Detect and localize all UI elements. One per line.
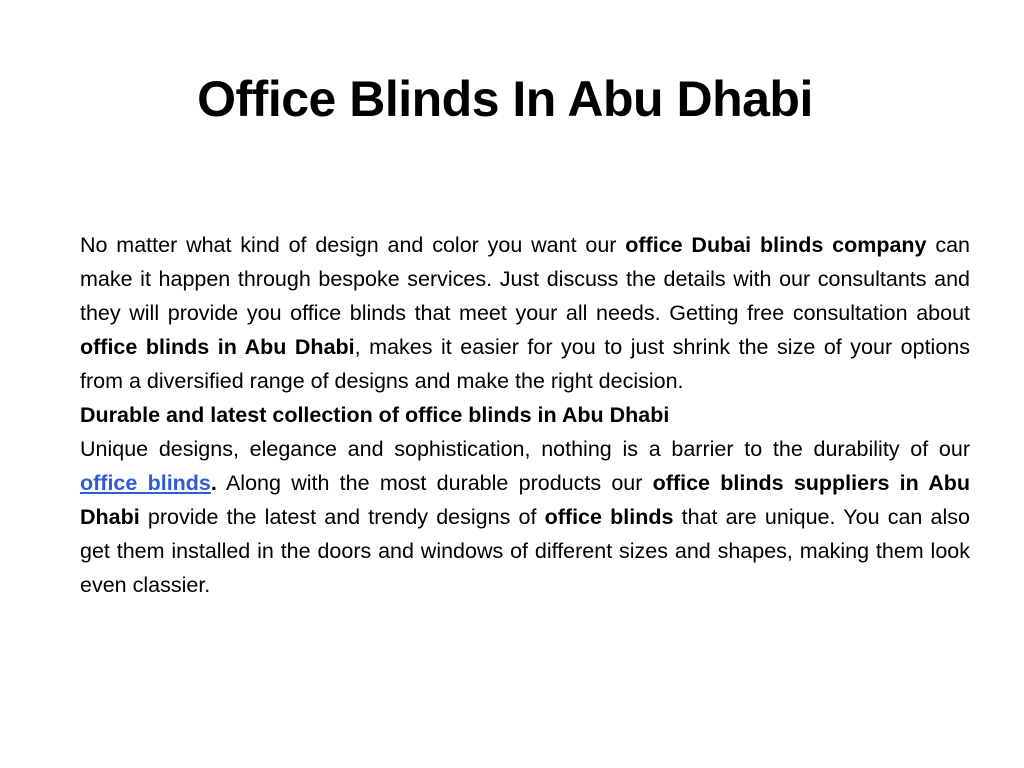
- section-subheading: Durable and latest collection of office blinds in Abu Dhabi: [80, 403, 670, 427]
- intro-text-b: can make it happen through bespoke services. Just discuss the details with our consultants and they will provide you office blinds that meet your all needs. Getting free consultation about: [80, 233, 970, 325]
- office-blinds-link[interactable]: office blinds: [80, 471, 211, 495]
- body-bold-suppliers: office blinds suppliers in Abu Dhabi: [80, 471, 971, 529]
- body-text-a: Unique designs, elegance and sophistication, nothing is a barrier to the durability of our: [80, 437, 970, 461]
- body-text-b: Along with the most durable products our: [216, 471, 653, 495]
- body-bold-office-blinds: office blinds: [544, 505, 674, 529]
- page-title: Office Blinds In Abu Dhabi: [197, 71, 813, 127]
- body-paragraph: [80, 432, 970, 602]
- intro-text-a: No matter what kind of design and color you want our: [80, 233, 626, 257]
- body-text-d: that are unique. You can also get them installed in the doors and windows of different sizes and shapes, making them look even classier.: [80, 505, 970, 597]
- intro-text-c: , makes it easier for you to just shrink the size of your options from a diversified range of designs and make the right decision.: [80, 335, 970, 393]
- body-text-c: provide the latest and trendy designs of: [139, 505, 545, 529]
- intro-paragraph: [80, 228, 970, 398]
- intro-bold-company: office Dubai blinds company: [625, 233, 927, 257]
- intro-bold-abu-dhabi: office blinds in Abu Dhabi: [80, 335, 355, 359]
- body-bold-period: .: [210, 471, 217, 495]
- slide-content: [80, 228, 970, 602]
